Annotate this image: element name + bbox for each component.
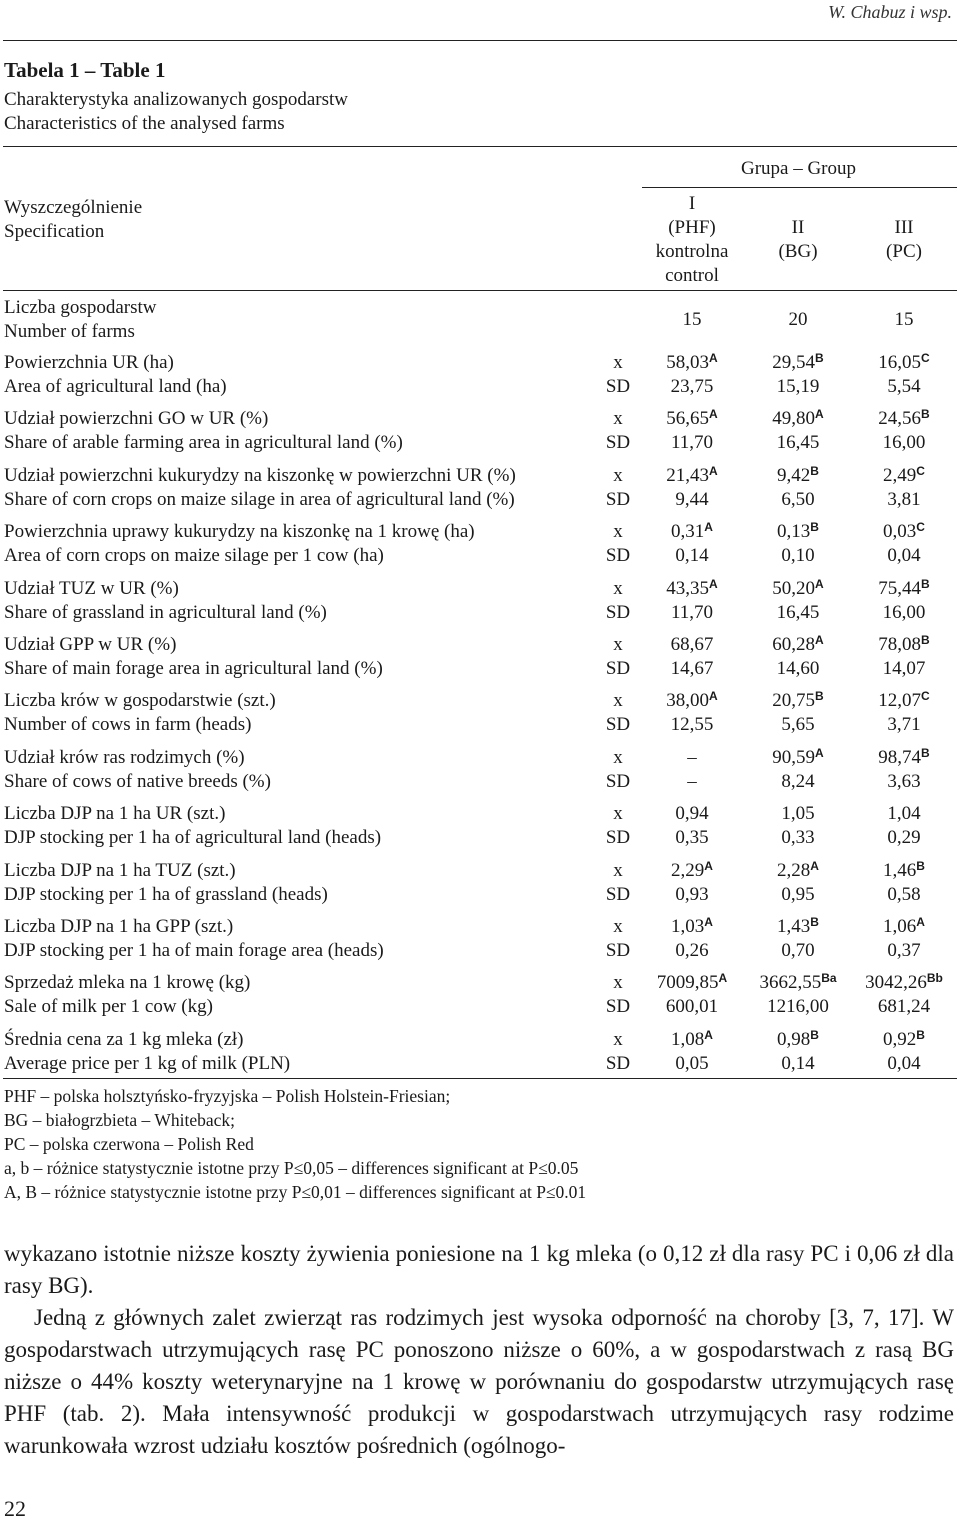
stat-sd-label: SD bbox=[605, 827, 631, 848]
mean-value: 1,05 bbox=[781, 803, 815, 824]
stat-mean-label: x bbox=[613, 521, 623, 542]
sd-value: 600,01 bbox=[665, 996, 719, 1017]
farms-value: 15 bbox=[682, 309, 702, 330]
significance-letter: B bbox=[815, 351, 824, 365]
table-row bbox=[0, 464, 960, 512]
mean-cell bbox=[852, 802, 956, 826]
mean-cell bbox=[852, 971, 956, 995]
significance-letter: B bbox=[810, 520, 819, 534]
mean-cell bbox=[852, 633, 956, 657]
group-header: Grupa – Group bbox=[740, 158, 857, 179]
sd-value: 3,71 bbox=[887, 714, 921, 735]
col1-line: (PHF) bbox=[668, 217, 716, 238]
farms-label bbox=[4, 296, 156, 344]
sd-value: 681,24 bbox=[877, 996, 931, 1017]
mean-cell bbox=[642, 407, 742, 431]
table-row bbox=[0, 407, 960, 455]
mean-cell bbox=[642, 802, 742, 826]
table-title: Tabela 1 – Table 1 bbox=[4, 58, 166, 82]
row-label-en: Sale of milk per 1 cow (kg) bbox=[4, 996, 213, 1017]
mean-cell bbox=[642, 577, 742, 601]
stat-sd-label: SD bbox=[605, 658, 631, 679]
mean-value: 1,43 bbox=[777, 916, 811, 937]
sd-value: 16,00 bbox=[882, 602, 926, 623]
sd-value: 11,70 bbox=[670, 432, 714, 453]
mean-value: 3662,55 bbox=[759, 972, 822, 993]
table-row bbox=[0, 689, 960, 737]
table-row bbox=[0, 971, 960, 1019]
table-row bbox=[0, 1028, 960, 1076]
mean-value: 38,00 bbox=[666, 690, 710, 711]
mean-cell bbox=[852, 351, 956, 375]
sd-value: 3,81 bbox=[887, 489, 921, 510]
stat-mean-label: x bbox=[613, 408, 623, 429]
mean-value: 90,59 bbox=[772, 747, 816, 768]
mean-value: 12,07 bbox=[878, 690, 922, 711]
significance-letter: B bbox=[921, 577, 930, 591]
mean-cell bbox=[852, 859, 956, 883]
farms-label-en: Number of farms bbox=[4, 321, 135, 342]
mean-value: 1,06 bbox=[883, 916, 917, 937]
group-header-rule bbox=[642, 187, 957, 188]
sd-value: 0,70 bbox=[781, 940, 815, 961]
stat-sd-label: SD bbox=[605, 489, 631, 510]
mean-value: 1,04 bbox=[887, 803, 921, 824]
significance-letter: Bb bbox=[926, 971, 943, 985]
spec-header bbox=[4, 196, 142, 244]
stat-mean-label: x bbox=[613, 352, 623, 373]
row-label-pl: Udział krów ras rodzimych (%) bbox=[4, 747, 245, 768]
mean-value: 1,08 bbox=[671, 1029, 705, 1050]
mean-value: 16,05 bbox=[878, 352, 922, 373]
mean-cell bbox=[748, 689, 848, 713]
table-row bbox=[0, 577, 960, 625]
note-line: PC – polska czerwona – Polish Red bbox=[4, 1134, 254, 1154]
mean-cell bbox=[748, 859, 848, 883]
sd-value: 0,33 bbox=[781, 827, 815, 848]
table-row bbox=[0, 633, 960, 681]
col3-line: (PC) bbox=[886, 241, 922, 262]
row-label-pl: Liczba DJP na 1 ha GPP (szt.) bbox=[4, 916, 234, 937]
mean-cell bbox=[852, 746, 956, 770]
sd-value: 1216,00 bbox=[767, 996, 829, 1017]
mean-cell bbox=[748, 351, 848, 375]
sd-value: 0,29 bbox=[887, 827, 921, 848]
mean-cell bbox=[852, 520, 956, 544]
col2-line: II bbox=[791, 217, 805, 238]
significance-letter: B bbox=[916, 1028, 925, 1042]
significance-letter: A bbox=[709, 689, 718, 703]
mean-cell bbox=[852, 689, 956, 713]
paragraph: wykazano istotnie niższe koszty żywienia poniesione na 1 kg mleka (o 0,12 zł dla rasy PC i 0,06 zł dla rasy BG). bbox=[4, 1241, 954, 1298]
mean-cell bbox=[642, 746, 742, 770]
mean-value: 68,67 bbox=[670, 634, 714, 655]
stat-sd-label: SD bbox=[605, 714, 631, 735]
mean-value: 43,35 bbox=[666, 578, 710, 599]
mean-cell bbox=[852, 407, 956, 431]
row-label-pl: Powierzchnia UR (ha) bbox=[4, 352, 174, 373]
table-top-rule bbox=[3, 146, 957, 147]
table-row bbox=[0, 802, 960, 850]
mean-cell bbox=[642, 859, 742, 883]
mean-cell bbox=[852, 915, 956, 939]
significance-letter: A bbox=[718, 971, 728, 985]
mean-cell bbox=[642, 689, 742, 713]
spec-header-pl: Wyszczególnienie bbox=[4, 197, 143, 218]
mean-cell bbox=[852, 464, 956, 488]
table-bottom-rule bbox=[3, 1078, 957, 1079]
sd-value: 0,95 bbox=[781, 884, 815, 905]
row-label-en: Share of main forage area in agricultural land (%) bbox=[4, 658, 383, 679]
significance-letter: A bbox=[709, 351, 718, 365]
significance-letter: C bbox=[916, 464, 925, 478]
mean-cell bbox=[642, 464, 742, 488]
mean-value: 0,31 bbox=[671, 521, 705, 542]
row-label-en: Area of corn crops on maize silage per 1 cow (ha) bbox=[4, 545, 384, 566]
spec-header-en: Specification bbox=[4, 221, 105, 242]
stat-sd-label: SD bbox=[605, 771, 631, 792]
mean-value: – bbox=[687, 747, 697, 768]
sd-value: 0,35 bbox=[675, 827, 709, 848]
sd-value: 9,44 bbox=[675, 489, 709, 510]
significance-letter: A bbox=[815, 746, 824, 760]
mean-value: 7009,85 bbox=[656, 972, 719, 993]
significance-letter: B bbox=[815, 689, 824, 703]
row-label-en: Share of arable farming area in agricultural land (%) bbox=[4, 432, 403, 453]
sd-value: 0,14 bbox=[675, 545, 709, 566]
mean-cell bbox=[748, 520, 848, 544]
sd-value: 5,54 bbox=[887, 376, 921, 397]
row-label-en: Share of corn crops on maize silage in area of agricultural land (%) bbox=[4, 489, 515, 510]
mean-value: 20,75 bbox=[772, 690, 816, 711]
significance-letter: A bbox=[704, 915, 713, 929]
sd-value: 0,93 bbox=[675, 884, 709, 905]
mean-value: 3042,26 bbox=[865, 972, 927, 993]
mean-value: 60,28 bbox=[772, 634, 816, 655]
mean-value: 2,29 bbox=[671, 860, 705, 881]
table-row bbox=[0, 746, 960, 794]
row-label-en: Average price per 1 kg of milk (PLN) bbox=[4, 1053, 291, 1074]
significance-letter: A bbox=[815, 633, 824, 647]
row-label-pl: Średnia cena za 1 kg mleka (zł) bbox=[4, 1029, 244, 1050]
col-header-1 bbox=[642, 192, 742, 288]
mean-cell bbox=[748, 1028, 848, 1052]
mean-cell bbox=[748, 577, 848, 601]
mean-value: 1,46 bbox=[883, 860, 917, 881]
significance-letter: A bbox=[916, 915, 925, 929]
row-label-en: DJP stocking per 1 ha of agricultural land (heads) bbox=[4, 827, 382, 848]
sd-value: 0,10 bbox=[781, 545, 815, 566]
col3-line: III bbox=[894, 217, 914, 238]
mean-value: 58,03 bbox=[666, 352, 710, 373]
row-label-pl: Liczba DJP na 1 ha TUZ (szt.) bbox=[4, 860, 236, 881]
stat-sd-label: SD bbox=[605, 545, 631, 566]
mean-value: 49,80 bbox=[772, 408, 816, 429]
row-label-pl: Sprzedaż mleka na 1 krowę (kg) bbox=[4, 972, 251, 993]
significance-letter: B bbox=[810, 464, 819, 478]
significance-letter: C bbox=[916, 520, 925, 534]
note-line: a, b – różnice statystycznie istotne przy P≤0,05 – differences significant at P≤0.05 bbox=[4, 1158, 579, 1178]
stat-mean-label: x bbox=[613, 634, 623, 655]
row-label-pl: Powierzchnia uprawy kukurydzy na kiszonkę na 1 krowę (ha) bbox=[4, 521, 475, 542]
row-label-en: DJP stocking per 1 ha of main forage area (heads) bbox=[4, 940, 384, 961]
mean-value: 75,44 bbox=[878, 578, 922, 599]
mean-cell bbox=[852, 577, 956, 601]
stat-sd-label: SD bbox=[605, 996, 631, 1017]
sd-value: 5,65 bbox=[781, 714, 815, 735]
stat-sd-label: SD bbox=[605, 1053, 631, 1074]
sd-value: 16,45 bbox=[776, 602, 820, 623]
stat-sd-label: SD bbox=[605, 884, 631, 905]
mean-cell bbox=[642, 1028, 742, 1052]
farms-value: 20 bbox=[788, 309, 808, 330]
page-number: 22 bbox=[4, 1496, 26, 1521]
mean-cell bbox=[748, 915, 848, 939]
sd-value: 0,37 bbox=[887, 940, 921, 961]
stat-mean-label: x bbox=[613, 860, 623, 881]
mean-cell bbox=[852, 1028, 956, 1052]
row-label-en: Number of cows in farm (heads) bbox=[4, 714, 252, 735]
row-label-pl: Liczba krów w gospodarstwie (szt.) bbox=[4, 690, 276, 711]
mean-value: 29,54 bbox=[772, 352, 816, 373]
stat-sd-label: SD bbox=[605, 602, 631, 623]
significance-letter: A bbox=[704, 1028, 713, 1042]
sd-value: 0,14 bbox=[781, 1053, 815, 1074]
row-label-en: Share of cows of native breeds (%) bbox=[4, 771, 271, 792]
sd-value: – bbox=[687, 771, 697, 792]
mean-cell bbox=[642, 915, 742, 939]
sd-value: 0,04 bbox=[887, 545, 921, 566]
significance-letter: Ba bbox=[821, 971, 837, 985]
row-label-pl: Udział powierzchni kukurydzy na kiszonkę w powierzchni UR (%) bbox=[4, 465, 516, 486]
table-caption-en: Characteristics of the analysed farms bbox=[4, 113, 285, 134]
note-line: A, B – różnice statystycznie istotne przy P≤0,01 – differences significant at P≤0.01 bbox=[4, 1182, 587, 1202]
farms-label-pl: Liczba gospodarstw bbox=[4, 297, 157, 318]
row-label-pl: Udział TUZ w UR (%) bbox=[4, 578, 179, 599]
significance-letter: A bbox=[709, 577, 718, 591]
note-line: BG – białogrzbieta – Whiteback; bbox=[4, 1110, 235, 1130]
mean-cell bbox=[642, 351, 742, 375]
sd-value: 0,58 bbox=[887, 884, 921, 905]
significance-letter: B bbox=[921, 746, 930, 760]
mean-value: 2,49 bbox=[883, 465, 917, 486]
note-line: PHF – polska holsztyńsko-fryzyjska – Polish Holstein-Friesian; bbox=[4, 1086, 451, 1106]
table-row bbox=[0, 859, 960, 907]
significance-letter: B bbox=[916, 859, 925, 873]
mean-cell bbox=[748, 971, 848, 995]
header-rule bbox=[3, 40, 957, 41]
significance-letter: B bbox=[810, 1028, 819, 1042]
stat-mean-label: x bbox=[613, 1029, 623, 1050]
col1-line: I bbox=[688, 193, 696, 214]
mean-cell bbox=[748, 633, 848, 657]
sd-value: 12,55 bbox=[670, 714, 714, 735]
significance-letter: A bbox=[810, 859, 819, 873]
farms-value: 15 bbox=[894, 309, 914, 330]
row-label-pl: Udział GPP w UR (%) bbox=[4, 634, 177, 655]
mean-value: 9,42 bbox=[777, 465, 811, 486]
mean-cell bbox=[642, 520, 742, 544]
mean-value: 2,28 bbox=[777, 860, 811, 881]
sd-value: 16,00 bbox=[882, 432, 926, 453]
paragraph: Jedną z głównych zalet zwierząt ras rodzimych jest wysoka odporność na choroby [3, 7, 17]. W gospodarstwach utrzymujących rasę PC ponoszono niższe o 60%, a w gospodarstwach z rasą BG niższe o 44% koszty weterynaryjne na 1 krowę w porównaniu do gospodarstw utrzymujących rasę PHF (tab. 2). Mała intensywność produkcji w gospodarstwach utrzymujących rasy rodzime warunkowała wzrost udziału kosztów pośrednich (ogólnogo- bbox=[4, 1305, 954, 1458]
significance-letter: B bbox=[921, 633, 930, 647]
col2-line: (BG) bbox=[778, 241, 818, 262]
significance-letter: B bbox=[810, 915, 819, 929]
col1-line: control bbox=[665, 265, 719, 286]
table-notes bbox=[4, 1084, 586, 1204]
sd-value: 0,05 bbox=[675, 1053, 709, 1074]
significance-letter: C bbox=[921, 351, 930, 365]
mean-cell bbox=[748, 407, 848, 431]
sd-value: 6,50 bbox=[781, 489, 815, 510]
stat-mean-label: x bbox=[613, 578, 623, 599]
stat-mean-label: x bbox=[613, 690, 623, 711]
stat-sd-label: SD bbox=[605, 376, 631, 397]
stat-mean-label: x bbox=[613, 465, 623, 486]
mean-value: 0,94 bbox=[675, 803, 709, 824]
body-text bbox=[4, 1238, 954, 1462]
col-header-3 bbox=[852, 216, 956, 264]
mean-cell bbox=[748, 802, 848, 826]
mean-cell bbox=[642, 971, 742, 995]
significance-letter: A bbox=[704, 520, 713, 534]
mean-value: 98,74 bbox=[878, 747, 922, 768]
mean-cell bbox=[642, 633, 742, 657]
mean-value: 24,56 bbox=[878, 408, 922, 429]
sd-value: 0,04 bbox=[887, 1053, 921, 1074]
mean-cell bbox=[748, 746, 848, 770]
sd-value: 14,67 bbox=[670, 658, 714, 679]
sd-value: 15,19 bbox=[776, 376, 820, 397]
sd-value: 23,75 bbox=[670, 376, 714, 397]
mean-value: 50,20 bbox=[772, 578, 816, 599]
significance-letter: A bbox=[709, 407, 718, 421]
significance-letter: A bbox=[815, 577, 824, 591]
stat-mean-label: x bbox=[613, 747, 623, 768]
significance-letter: B bbox=[921, 407, 930, 421]
table-row bbox=[0, 915, 960, 963]
sd-value: 11,70 bbox=[670, 602, 714, 623]
sd-value: 8,24 bbox=[781, 771, 815, 792]
sd-value: 14,07 bbox=[882, 658, 926, 679]
significance-letter: A bbox=[704, 859, 713, 873]
sd-value: 16,45 bbox=[776, 432, 820, 453]
mean-value: 56,65 bbox=[666, 408, 710, 429]
column-header-rule bbox=[3, 290, 957, 291]
significance-letter: A bbox=[709, 464, 718, 478]
significance-letter: A bbox=[815, 407, 824, 421]
sd-value: 3,63 bbox=[887, 771, 921, 792]
stat-sd-label: SD bbox=[605, 940, 631, 961]
running-header: W. Chabuz i wsp. bbox=[828, 2, 952, 22]
row-label-en: DJP stocking per 1 ha of grassland (heads) bbox=[4, 884, 328, 905]
mean-value: 1,03 bbox=[671, 916, 705, 937]
mean-cell bbox=[748, 464, 848, 488]
table-row bbox=[0, 351, 960, 399]
significance-letter: C bbox=[921, 689, 930, 703]
stat-mean-label: x bbox=[613, 972, 623, 993]
table-caption-pl: Charakterystyka analizowanych gospodarstw bbox=[4, 89, 349, 110]
stat-sd-label: SD bbox=[605, 432, 631, 453]
mean-value: 0,92 bbox=[883, 1029, 917, 1050]
stat-mean-label: x bbox=[613, 803, 623, 824]
mean-value: 78,08 bbox=[878, 634, 922, 655]
mean-value: 0,03 bbox=[883, 521, 917, 542]
row-label-en: Share of grassland in agricultural land (%) bbox=[4, 602, 327, 623]
mean-value: 0,13 bbox=[777, 521, 811, 542]
table-row bbox=[0, 520, 960, 568]
stat-mean-label: x bbox=[613, 916, 623, 937]
mean-value: 0,98 bbox=[777, 1029, 811, 1050]
row-label-pl: Udział powierzchni GO w UR (%) bbox=[4, 408, 269, 429]
sd-value: 0,26 bbox=[675, 940, 709, 961]
row-label-pl: Liczba DJP na 1 ha UR (szt.) bbox=[4, 803, 226, 824]
mean-value: 21,43 bbox=[666, 465, 710, 486]
row-label-en: Area of agricultural land (ha) bbox=[4, 376, 227, 397]
col1-line: kontrolna bbox=[655, 241, 729, 262]
col-header-2 bbox=[748, 216, 848, 264]
sd-value: 14,60 bbox=[776, 658, 820, 679]
